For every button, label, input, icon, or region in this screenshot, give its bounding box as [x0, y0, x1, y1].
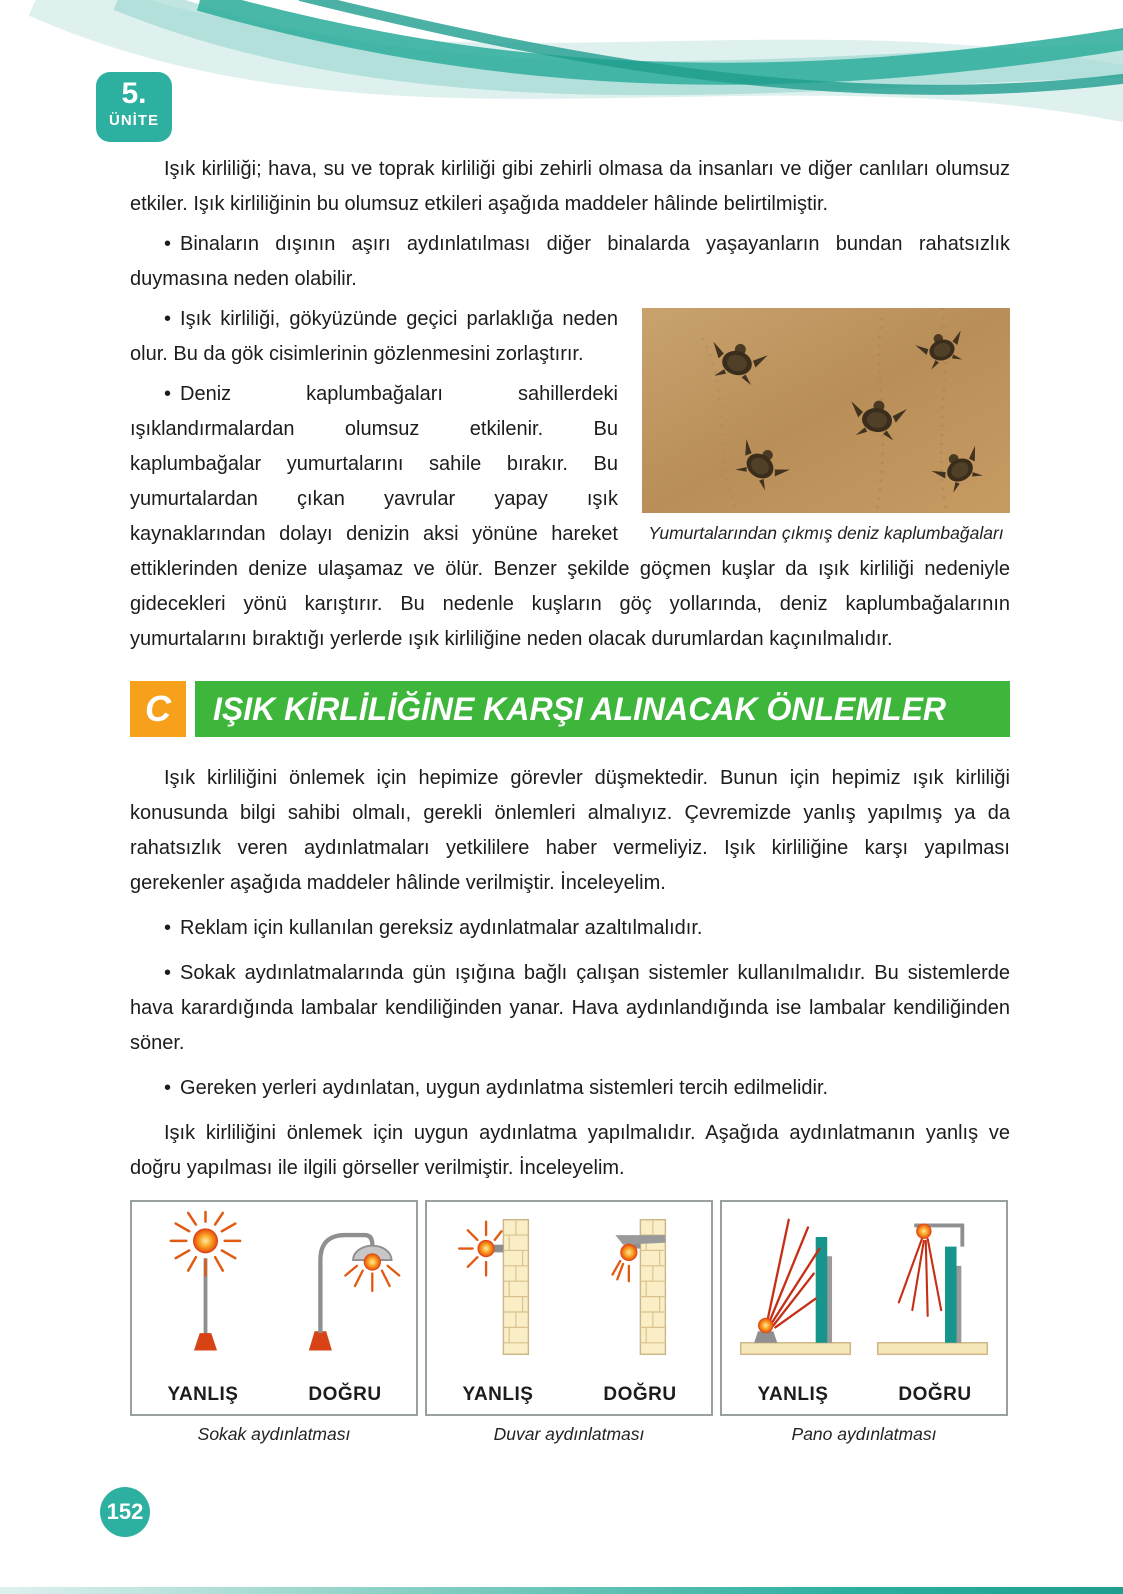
page-content: [130, 152, 1010, 1445]
bullet-icon: •: [164, 383, 172, 405]
bullet-icon: •: [164, 962, 172, 984]
bullet-sea-turtles-text: Deniz kaplumbağaları sahillerdeki ışıklandırmalardan olumsuz etkilenir. Bu kaplumbağalar yumurtalarını sahile bırakır. Bu yumurtalardan çıkan yavrular yapay ışık kaynaklarından dolayı denizin aksi yönüne hareket ettiklerinden denize ulaşamaz ve ölür. Benzer şekilde göçmen kuşlar da ışık kirliliği nedeniyle gidecekleri yönü karıştırır. Bu nedenle kuşların göç yollarında, deniz kaplumbağalarının yumurtalarını bıraktığı yerlerde ışık kirliliğine neden olacak durumlardan kaçınılmalıdır.: [130, 383, 1010, 650]
page-number-badge: [100, 1487, 150, 1537]
intro-paragraph: Işık kirliliği; hava, su ve toprak kirliliği gibi zehirli olmasa da insanları ve diğer canlıları olumsuz etkiler. Işık kirliliğinin bu olumsuz etkileri aşağıda maddeler hâlinde belirtilmiştir.: [130, 158, 1010, 215]
bullet-ads-text: Reklam için kullanılan gereksiz aydınlatmalar azaltılmalıdır.: [180, 917, 703, 939]
wrong-label: YANLIŞ: [757, 1384, 829, 1405]
section-title: IŞIK KİRLİLİĞİNE KARŞI ALINACAK ÖNLEMLER: [213, 690, 947, 727]
right-label: DOĞRU: [898, 1384, 972, 1405]
billboard-lamp-wrong-icon: [733, 1208, 858, 1366]
bullet-proper-systems-text: Gereken yerleri aydınlatan, uygun aydınlatma sistemleri tercih edilmelidir.: [180, 1077, 829, 1099]
measures-intro-paragraph: Işık kirliliğini önlemek için hepimize görevler düşmektedir. Bunun için hepimiz ışık kirliliği konusunda bilgi sahibi olmalı, gerekli önlemleri almalıyız. Çevremizde yanlış yapılmış ya da rahatsızlık veren aydınlatmaları yetkililere haber vermeliyiz. Işık kirliliğine karşı yapılması gerekenler aşağıda maddeler hâlinde verilmiştir. İnceleyelim.: [130, 767, 1010, 894]
panel-wall-lighting-art: [427, 1202, 711, 1384]
unit-number: 5.: [121, 77, 147, 110]
bullet-icon: •: [164, 308, 172, 330]
bullet-sky-glow-text: Işık kirliliği, gökyüzünde geçici parlaklığa neden olur. Bu da gök cisimlerinin gözlenmesini zorlaştırır.: [130, 308, 618, 365]
panel-billboard-lighting-caption: Pano aydınlatması: [791, 1424, 937, 1444]
wall-lamp-wrong-icon: [438, 1208, 563, 1366]
section-header: [130, 681, 1010, 737]
right-label: DOĞRU: [603, 1384, 677, 1405]
turtle-photo: [642, 308, 1010, 513]
bullet-icon: •: [164, 917, 172, 939]
bullet-building-lights-text: Binaların dışının aşırı aydınlatılması diğer binalarda yaşayanların bundan rahatsızlık duymasına neden olabilir.: [130, 233, 1010, 290]
right-label: DOĞRU: [308, 1384, 382, 1405]
street-lamp-right-icon: [280, 1208, 405, 1366]
measures-closing-paragraph: Işık kirliliğini önlemek için uygun aydınlatma yapılmalıdır. Aşağıda aydınlatmanın yanlış ve doğru yapılması ile ilgili görseller verilmiştir. İnceleyelim.: [130, 1122, 1010, 1179]
panel-wall-lighting: [425, 1200, 713, 1445]
panel-street-lighting: [130, 1200, 418, 1445]
section-letter: C: [145, 688, 171, 729]
panel-street-lighting-caption: Sokak aydınlatması: [197, 1424, 351, 1444]
turtle-photo-caption: Yumurtalarından çıkmış deniz kaplumbağaları: [648, 523, 1004, 543]
section-letter-box: [130, 681, 186, 737]
page-number: 152: [106, 1499, 144, 1524]
panel-billboard-lighting-art: [722, 1202, 1006, 1384]
panel-street-lighting-labels: [132, 1384, 416, 1414]
lighting-panels: [130, 1200, 1010, 1445]
panel-street-lighting-box: [130, 1200, 418, 1416]
wall-lamp-right-icon: [575, 1208, 700, 1366]
panel-billboard-lighting-labels: [722, 1384, 1006, 1414]
wrong-label: YANLIŞ: [462, 1384, 534, 1405]
unit-badge: [96, 72, 172, 142]
billboard-lamp-right-icon: [870, 1208, 995, 1366]
bullet-icon: •: [164, 233, 172, 255]
panel-wall-lighting-box: [425, 1200, 713, 1416]
unit-label: ÜNİTE: [109, 112, 159, 129]
bullet-proper-systems: [130, 1071, 1010, 1106]
panel-wall-lighting-labels: [427, 1384, 711, 1414]
street-lamp-wrong-icon: [143, 1208, 268, 1366]
bullet-daylight-sensors-text: Sokak aydınlatmalarında gün ışığına bağlı çalışan sistemler kullanılmalıdır. Bu sistemlerde hava karardığında lambalar kendiliğinden yanar. Hava aydınlandığında ise lambalar kendiliğinden söner.: [130, 962, 1010, 1054]
bullet-daylight-sensors: [130, 956, 1010, 1061]
turtle-photo-figure: [642, 308, 1010, 545]
wrong-label: YANLIŞ: [167, 1384, 239, 1405]
panel-street-lighting-art: [132, 1202, 416, 1384]
panel-wall-lighting-caption: Duvar aydınlatması: [493, 1424, 645, 1444]
sea-turtles-illustration: [642, 308, 1010, 513]
section-title-bar: [195, 681, 1010, 737]
panel-billboard-lighting: [720, 1200, 1008, 1445]
panel-billboard-lighting-box: [720, 1200, 1008, 1416]
bullet-icon: •: [164, 1077, 172, 1099]
bullet-building-lights: [130, 227, 1010, 297]
bullet-ads: [130, 911, 1010, 946]
bottom-edge-decoration: [0, 1587, 1123, 1594]
